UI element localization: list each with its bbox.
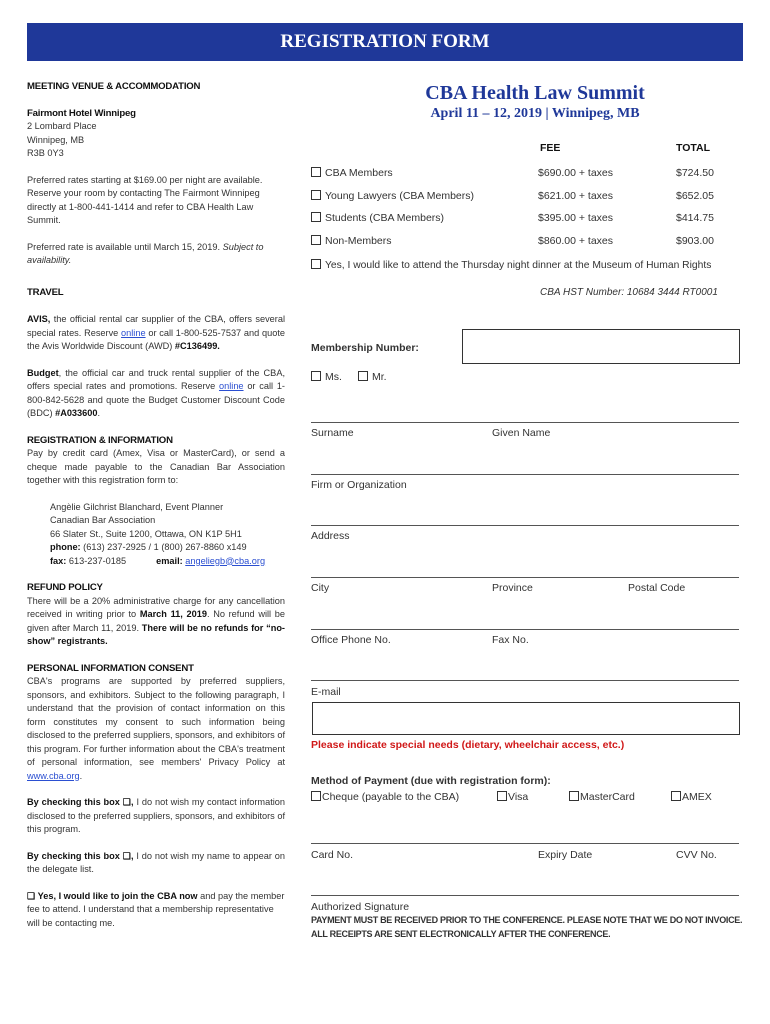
fee-checkbox[interactable] — [311, 190, 321, 200]
payment-notice: PAYMENT MUST BE RECEIVED PRIOR TO THE CONFERENCE. PLEASE NOTE THAT WE DO NOT INVOICE. — [311, 915, 743, 925]
fee-row[interactable]: Young Lawyers (CBA Members) $621.00 + taxes $652.05 — [311, 190, 741, 202]
mastercard-checkbox[interactable]: MasterCard — [569, 791, 635, 803]
expiry-date-label: Expiry Date — [538, 849, 593, 861]
hotel-address-line: R3B 0Y3 — [27, 148, 64, 158]
fax-label: Fax No. — [492, 634, 529, 646]
hotel-address-line: Winnipeg, MB — [27, 134, 85, 145]
join-cba-checkbox[interactable]: ❑ Yes, I would like to join the CBA now and pay the member fee to attend. I understand that a membership representative will be contacting me. — [27, 890, 285, 928]
consent-text: CBA's programs are supported by preferred suppliers, sponsors, and exhibitors. Subject to the following paragraph, I understand that the provision of contact information on this form constitutes my consent to such information being disclosed to the preferred suppliers, sponsors, and exhibitors of this program. For further information about the CBA's treatment of personal information, see members' Privacy Policy at www.cba.org. — [27, 676, 285, 781]
fee-checkbox[interactable] — [311, 235, 321, 245]
registration-heading: REGISTRATION & INFORMATION — [27, 434, 173, 446]
avis-text: AVIS, the official rental car supplier of the CBA, offers several special rates. Reserve online or call 1-800-525-7537 and quote the Avis Worldwide Discount (AWD) #C136499. — [27, 314, 285, 351]
fee-checkbox[interactable] — [311, 212, 321, 222]
contact-block — [50, 501, 285, 569]
contact-org: Canadian Bar Association — [50, 515, 156, 525]
travel-heading: TRAVEL — [27, 286, 64, 298]
contact-fax-email: fax: 613-237-0185 email: angeliegb@cba.org — [50, 555, 266, 566]
registration-text: Pay by credit card (Amex, Visa or MasterCard), or send a cheque made payable to the Canadian Bar Association together with this registration form to: — [27, 448, 285, 485]
budget-code: #A033600 — [55, 408, 98, 418]
avis-code: #C136499. — [174, 341, 220, 351]
form-banner: REGISTRATION FORM — [27, 23, 743, 61]
fee-row[interactable]: CBA Members $690.00 + taxes $724.50 — [311, 167, 741, 179]
cvv-label: CVV No. — [676, 849, 717, 861]
signature-line[interactable] — [311, 895, 739, 896]
refund-text: There will be a 20% administrative charge for any cancellation received in writing prior to March 11, 2019. No refund will be given after March 11, 2019. There will be no refunds for “no-show” registrants. — [27, 595, 285, 646]
title-mr-checkbox[interactable]: Mr. — [358, 371, 387, 383]
refund-heading: REFUND POLICY — [27, 582, 103, 593]
consent-heading: PERSONAL INFORMATION CONSENT — [27, 662, 194, 674]
fee-checkbox[interactable] — [311, 167, 321, 177]
hotel-rates-text: Preferred rates starting at $169.00 per night are available. Reserve your room by contacting The Fairmont Winnipeg directly at 1-800-441-1414 and refer to CBA Health Law Summit. — [27, 174, 263, 225]
title-ms-checkbox[interactable]: Ms. — [311, 371, 342, 383]
avis-brand: AVIS, — [27, 314, 51, 324]
contact-optout-checkbox[interactable]: By checking this box ❑, I do not wish my contact information disclosed to the preferred suppliers, sponsors, and exhibitors of this program. — [27, 797, 286, 834]
card-line[interactable] — [311, 843, 739, 844]
budget-brand: Budget — [27, 367, 59, 378]
firm-line[interactable] — [311, 474, 739, 475]
summit-subtitle: April 11 – 12, 2019 | Winnipeg, MB — [430, 106, 640, 121]
province-label: Province — [492, 582, 533, 594]
fee-row[interactable]: Students (CBA Members) $395.00 + taxes $414.75 — [311, 212, 741, 224]
card-number-label: Card No. — [311, 849, 354, 861]
budget-text: Budget, the official car and truck rental supplier of the CBA, offers special rates and promotions. Reserve online or call 1-800-842-5628 and quote the Budget Customer Discount Code (BDC) #A033600. — [27, 367, 285, 418]
contact-email-link[interactable]: angeliegb@cba.org — [185, 555, 266, 566]
phone-line[interactable] — [311, 629, 739, 630]
office-phone-label: Office Phone No. — [311, 634, 391, 646]
hotel-address-line: 2 Lombard Place — [27, 121, 97, 131]
name-line[interactable] — [311, 422, 739, 423]
contact-address: 66 Slater St., Suite 1200, Ottawa, ON K1P 5H1 — [50, 528, 242, 539]
city-line[interactable] — [311, 577, 739, 578]
contact-phone: phone: (613) 237-2925 / 1 (800) 267-8860 x149 — [50, 542, 247, 552]
payment-method-label: Method of Payment (due with registration form): — [311, 775, 551, 787]
signature-label: Authorized Signature — [311, 901, 410, 913]
fee-column-header: FEE — [540, 142, 561, 154]
budget-online-link[interactable]: online — [219, 381, 244, 391]
hst-number: CBA HST Number: 10684 3444 RT0001 — [540, 287, 718, 298]
delegate-list-optout-checkbox[interactable]: By checking this box ❑, I do not wish my name to appear on the delegate list. — [27, 850, 285, 874]
email-label: E-mail — [311, 686, 341, 698]
city-label: City — [311, 582, 330, 594]
email-line — [311, 680, 739, 681]
special-needs-label: Please indicate special needs (dietary, wheelchair access, etc.) — [311, 739, 625, 751]
hotel-name: Fairmont Hotel Winnipeg — [27, 107, 136, 119]
avis-online-link[interactable]: online — [121, 327, 146, 338]
privacy-link[interactable]: www.cba.org — [27, 770, 80, 781]
visa-checkbox[interactable]: Visa — [497, 791, 528, 803]
cheque-checkbox[interactable]: Cheque (payable to the CBA) — [311, 791, 459, 803]
postal-code-label: Postal Code — [628, 582, 686, 594]
contact-name: Angèlie Gilchrist Blanchard, Event Planner — [50, 501, 224, 512]
address-label: Address — [311, 530, 350, 542]
address-line[interactable] — [311, 525, 739, 526]
receipt-notice: ALL RECEIPTS ARE SENT ELECTRONICALLY AFTER THE CONFERENCE. — [311, 929, 611, 939]
rate-deadline-text — [27, 241, 285, 268]
rate-deadline: Preferred rate is available until March 15, 2019. — [27, 241, 221, 252]
given-name-label: Given Name — [492, 427, 551, 439]
summit-title: CBA Health Law Summit — [425, 82, 645, 104]
amex-checkbox[interactable]: AMEX — [671, 791, 712, 803]
firm-label: Firm or Organization — [311, 479, 407, 491]
dinner-checkbox[interactable]: Yes, I would like to attend the Thursday night dinner at the Museum of Human Rights — [311, 259, 711, 271]
surname-label: Surname — [311, 427, 354, 439]
membership-input[interactable] — [462, 329, 740, 364]
total-column-header: TOTAL — [676, 142, 711, 154]
venue-heading: MEETING VENUE & ACCOMMODATION — [27, 81, 201, 92]
availability-note: Subject to availability. — [27, 241, 264, 265]
fee-row[interactable]: Non-Members $860.00 + taxes $903.00 — [311, 235, 741, 247]
membership-label: Membership Number: — [311, 342, 419, 354]
left-column — [27, 80, 285, 930]
special-needs-input[interactable] — [312, 702, 740, 735]
